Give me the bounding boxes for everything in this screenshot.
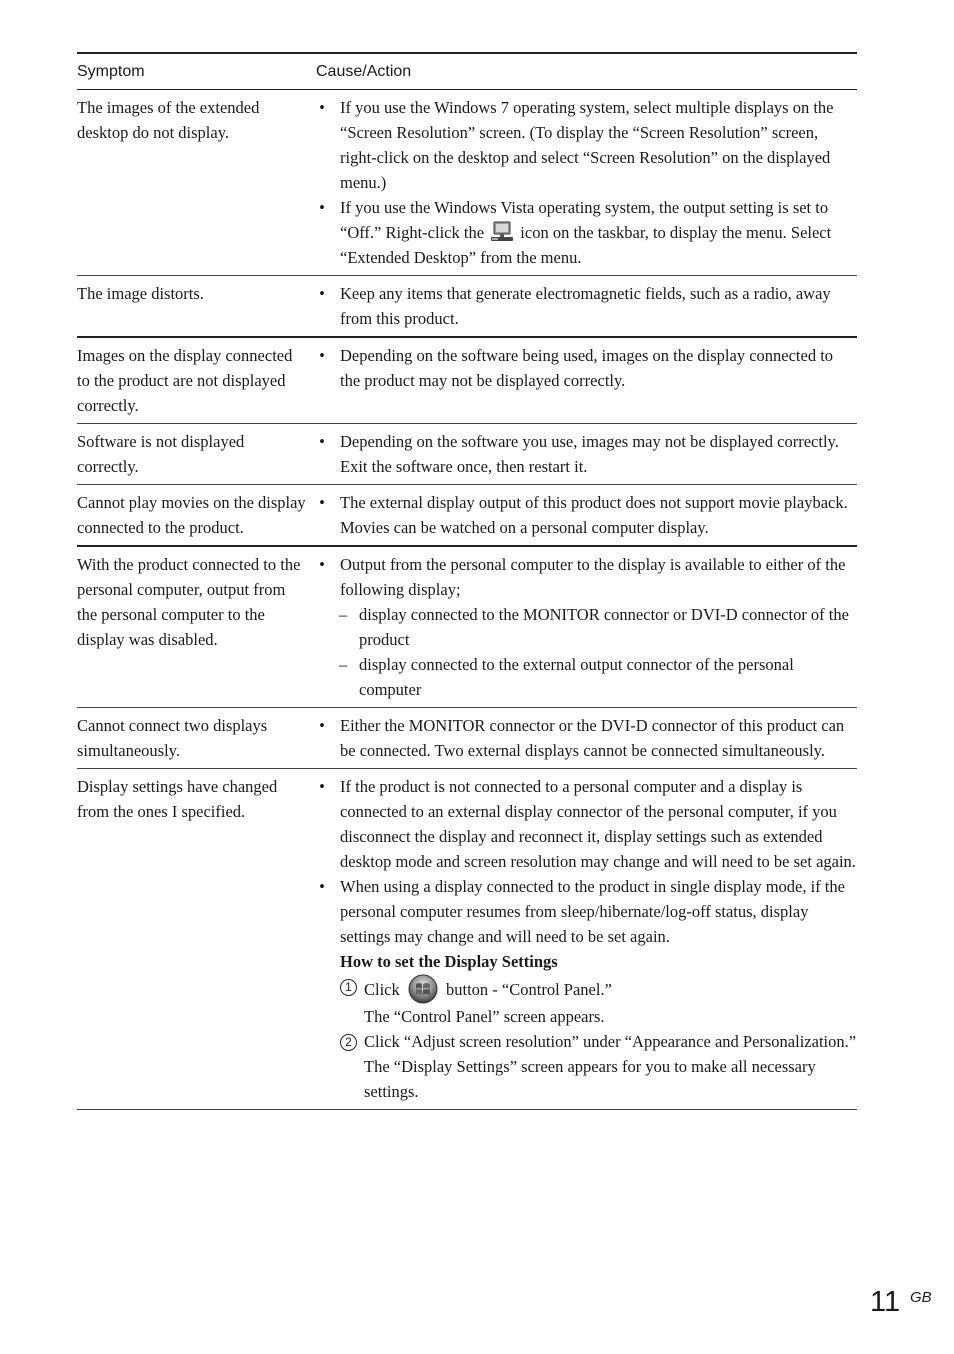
cause-cell xyxy=(314,424,857,485)
step-1-result: The “Control Panel” screen appears. xyxy=(364,1007,605,1026)
symptom-cell: Cannot connect two displays simultaneously. xyxy=(77,716,268,760)
table-row xyxy=(77,90,857,276)
table-header-row xyxy=(77,53,857,90)
step-number: 2 xyxy=(340,1034,357,1051)
symptom-cell: The image distorts. xyxy=(77,284,204,303)
bullet-item: • Depending on the software being used, images on the display connected to the product may not be displayed correctly. xyxy=(319,346,834,390)
table-row xyxy=(77,546,857,708)
page-region-suffix: GB xyxy=(910,1289,932,1306)
dash-item: – display connected to the MONITOR connector or DVI-D connector of the product xyxy=(339,605,849,649)
symptom-cell: Display settings have changed from the ones I specified. xyxy=(77,777,278,821)
header-symptom: Symptom xyxy=(77,53,314,90)
table-row xyxy=(77,769,857,1110)
display-monitor-icon xyxy=(490,221,514,243)
step-number: 1 xyxy=(340,979,357,996)
step-2-result: The “Display Settings” screen appears for you to make all necessary settings. xyxy=(364,1057,816,1101)
symptom-cell: Cannot play movies on the display connected to the product. xyxy=(77,493,306,537)
cause-cell xyxy=(314,769,857,1110)
bullet-item: • Either the MONITOR connector or the DVI-D connector of this product can be connected. Two external displays cannot be connected simultaneously. xyxy=(319,716,845,760)
step-1: 1 Click button - “Control Panel.” xyxy=(314,974,857,1004)
table-row xyxy=(77,424,857,485)
cause-cell xyxy=(314,90,857,276)
cause-cell xyxy=(314,546,857,708)
dash-item: – display connected to the external output connector of the personal computer xyxy=(339,655,794,699)
header-cause-action: Cause/Action xyxy=(314,53,857,90)
cause-cell xyxy=(314,337,857,424)
table-row xyxy=(77,276,857,338)
bullet-item: • Depending on the software you use, images may not be displayed correctly. Exit the software once, then restart it. xyxy=(319,432,839,476)
cause-cell xyxy=(314,276,857,338)
bullet-item: • The external display output of this product does not support movie playback. Movies can be watched on a personal computer display. xyxy=(319,493,848,537)
cause-cell xyxy=(314,708,857,769)
windows-start-button-icon xyxy=(407,974,439,1004)
how-to-title: How to set the Display Settings xyxy=(340,952,558,971)
bullet-item: • When using a display connected to the product in single display mode, if the personal computer resumes from sleep/hibernate/log-off status, display settings may change and will need to be set again. xyxy=(319,877,845,946)
cause-cell xyxy=(314,485,857,547)
bullet-item: • If you use the Windows 7 operating system, select multiple displays on the “Screen Resolution” screen. (To display the “Screen Resolution” screen, right-click on the desktop and select “Screen Resolution” on the displayed menu.) xyxy=(319,98,834,192)
symptom-cell: Software is not displayed correctly. xyxy=(77,432,245,476)
bullet-item: • Keep any items that generate electromagnetic fields, such as a radio, away from this product. xyxy=(319,284,831,328)
symptom-cell: Images on the display connected to the product are not displayed correctly. xyxy=(77,346,293,415)
bullet-item: • If you use the Windows Vista operating system, the output setting is set to “Off.” Right-click the icon on the taskbar, to display the menu. Select “Extended Desktop” from the menu. xyxy=(319,198,832,267)
table-row xyxy=(77,708,857,769)
symptom-cell: The images of the extended desktop do not display. xyxy=(77,98,260,142)
step-2: 2 Click “Adjust screen resolution” under “Appearance and Personalization.” xyxy=(314,1029,857,1054)
symptom-cell: With the product connected to the personal computer, output from the personal computer to the display was disabled. xyxy=(77,555,301,649)
table-row xyxy=(77,485,857,547)
page-number: 11 xyxy=(870,1286,901,1318)
bullet-item: • Output from the personal computer to the display is available to either of the following display; xyxy=(319,555,846,599)
troubleshooting-table xyxy=(77,52,857,1110)
bullet-item: • If the product is not connected to a personal computer and a display is connected to an external display connector of the personal computer, if you disconnect the display and reconnect it, display settings such as extended desktop mode and screen resolution may change and will need to be set again. xyxy=(319,777,856,871)
table-row xyxy=(77,337,857,424)
